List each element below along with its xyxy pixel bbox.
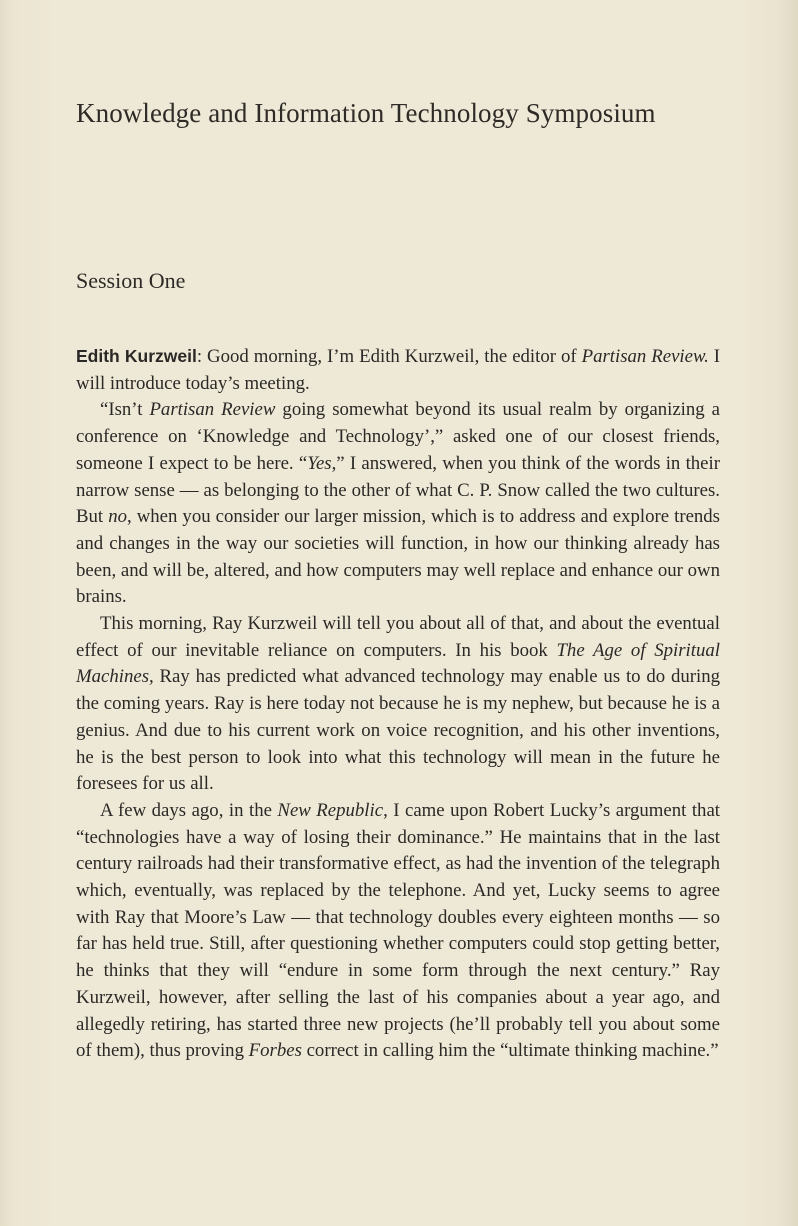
book-title-italic: The Age of Spiritual Machines, xyxy=(76,639,720,688)
paragraph-text: going somewhat beyond its usual realm by organizing a conference on ‘Knowledge and Technology’,” asked one of our closest friends, someone I expect to be here. “ xyxy=(76,399,721,474)
paragraph xyxy=(76,611,720,798)
paragraph-text: I will introduce today’s meeting. xyxy=(76,346,721,394)
speaker-name: Edith Kurzweil xyxy=(76,346,197,366)
paragraph-text: This morning, Ray Kurzweil will tell you about all of that, and about the eventual effect of our inevitable reliance on computers. In his book xyxy=(76,613,720,661)
publication-title: Partisan Review xyxy=(149,399,276,421)
paragraph-text: “Isn’t xyxy=(100,399,150,421)
emphasis: no xyxy=(108,506,127,528)
paragraph-opening xyxy=(76,343,720,397)
paragraph-text: : Good morning, I’m Edith Kurzweil, the editor of xyxy=(196,346,582,367)
paragraph xyxy=(76,798,720,1065)
running-title: Knowledge and Information Technology Symposium xyxy=(76,98,656,128)
paragraph-text: ,” I answered, when you think of the words in their narrow sense — as belonging to the other of what C. P. Snow called the two cultures. But xyxy=(76,452,720,528)
paragraph-text: , when you consider our larger mission, which is to address and explore trends and changes in the way our societies will function, in how our thinking already has been, and will be, altered, and how computers may well replace and enhance our own brains. xyxy=(76,506,720,608)
transcript-body xyxy=(76,343,720,1065)
session-heading: Session One xyxy=(76,268,186,293)
publication-title: New Republic xyxy=(277,799,384,821)
paragraph-text: correct in calling him the “ultimate thinking machine.” xyxy=(301,1040,719,1062)
paragraph-text: , I came upon Robert Lucky’s argument that “technologies have a way of losing their dominance.” He maintains that in the last century railroads had their transformative effect, as had the invention of the telegraph which, eventually, was replaced by the telephone. And yet, Lucky seems to agree with Ray that Moore’s Law — that technology doubles every eighteen months — so far has held true. Still, after questioning whether computers could stop getting better, he thinks that they will “endure in some form through the next century.” Ray Kurzweil, however, after selling the last of his companies about a year ago, and allegedly retiring, has started three new projects (he’ll probably tell you about some of them), thus proving xyxy=(76,799,720,1062)
emphasis: Yes xyxy=(307,452,332,474)
paragraph xyxy=(76,397,720,611)
publication-title: Forbes xyxy=(248,1040,302,1062)
publication-title: Partisan Review. xyxy=(581,346,709,367)
paragraph-text: A few days ago, in the xyxy=(100,799,278,821)
paragraph-text: Ray has predicted what advanced technology may enable us to do during the coming years. Ray is here today not because he is my nephew, but because he is a genius. And due to his current work on voice recognition, and his other inventions, he is the best person to look into what this technology will mean in the future he foresees for us all. xyxy=(76,666,720,795)
